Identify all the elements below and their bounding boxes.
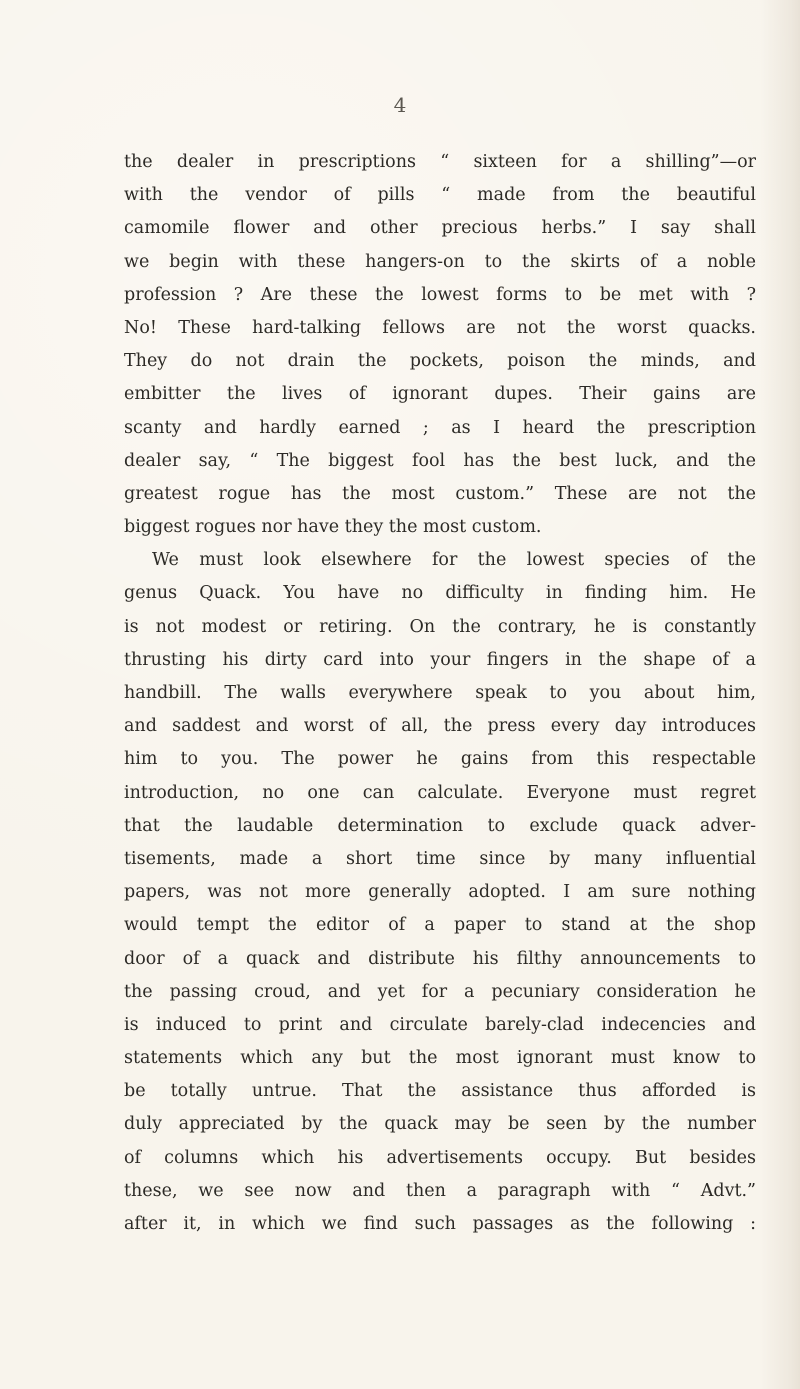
text-line: be totally untrue. That the assistance thus afforded is	[124, 1081, 756, 1102]
text-line: scanty and hardly earned ; as I heard the prescription	[124, 417, 756, 438]
text-line: is induced to print and circulate barely-clad indecencies and	[124, 1014, 756, 1035]
text-line: handbill. The walls everywhere speak to you about him,	[124, 683, 756, 703]
text-line: of columns which his advertisements occupy. But besides	[124, 1147, 756, 1168]
text-line: and saddest and worst of all, the press every day introduces	[124, 716, 756, 737]
text-line: papers, was not more generally adopted. I am sure nothing	[124, 882, 756, 903]
text-line: these, we see now and then a paragraph with “ Advt.”	[124, 1180, 756, 1201]
text-line: with the vendor of pills “ made from the beautiful	[124, 185, 756, 206]
text-line: him to you. The power he gains from this respectable	[124, 749, 756, 770]
text-line: is not modest or retiring. On the contrary, he is constantly	[124, 616, 756, 637]
paragraph-start-line: We must look elsewhere for the lowest species of the	[152, 550, 756, 571]
paragraph-end-line: biggest rogues nor have they the most custom.	[124, 517, 542, 538]
body-text	[124, 146, 756, 1241]
text-line: greatest rogue has the most custom.” These are not the	[124, 483, 756, 504]
text-line: that the laudable determination to exclude quack adver-	[124, 815, 756, 836]
text-line: They do not drain the pockets, poison the minds, and	[124, 351, 756, 372]
text-line: statements which any but the most ignorant must know to	[124, 1048, 756, 1069]
page-number: 4	[393, 93, 407, 117]
text-line: tisements, made a short time since by many influential	[124, 848, 756, 869]
text-line: dealer say, “ The biggest fool has the best luck, and the	[124, 450, 756, 471]
text-line: camomile flower and other precious herbs.” I say shall	[124, 218, 756, 239]
text-line: genus Quack. You have no difficulty in finding him. He	[124, 583, 756, 604]
text-line: introduction, no one can calculate. Everyone must regret	[124, 782, 756, 803]
text-line: profession ? Are these the lowest forms to be met with ?	[124, 284, 756, 305]
text-line: we begin with these hangers-on to the skirts of a noble	[124, 251, 756, 272]
text-line: would tempt the editor of a paper to stand at the shop	[124, 915, 756, 936]
text-line: the passing croud, and yet for a pecuniary consideration he	[124, 981, 756, 1002]
text-line: after it, in which we find such passages as the following :	[124, 1214, 756, 1234]
text-line: the dealer in prescriptions “ sixteen for a shilling”—or	[124, 152, 756, 172]
text-line: duly appreciated by the quack may be seen by the number	[124, 1114, 756, 1135]
text-line: thrusting his dirty card into your fingers in the shape of a	[124, 649, 756, 670]
text-line: door of a quack and distribute his filthy announcements to	[124, 948, 756, 969]
text-line: No! These hard-talking fellows are not the worst quacks.	[124, 317, 756, 338]
text-line: embitter the lives of ignorant dupes. Their gains are	[124, 384, 756, 405]
